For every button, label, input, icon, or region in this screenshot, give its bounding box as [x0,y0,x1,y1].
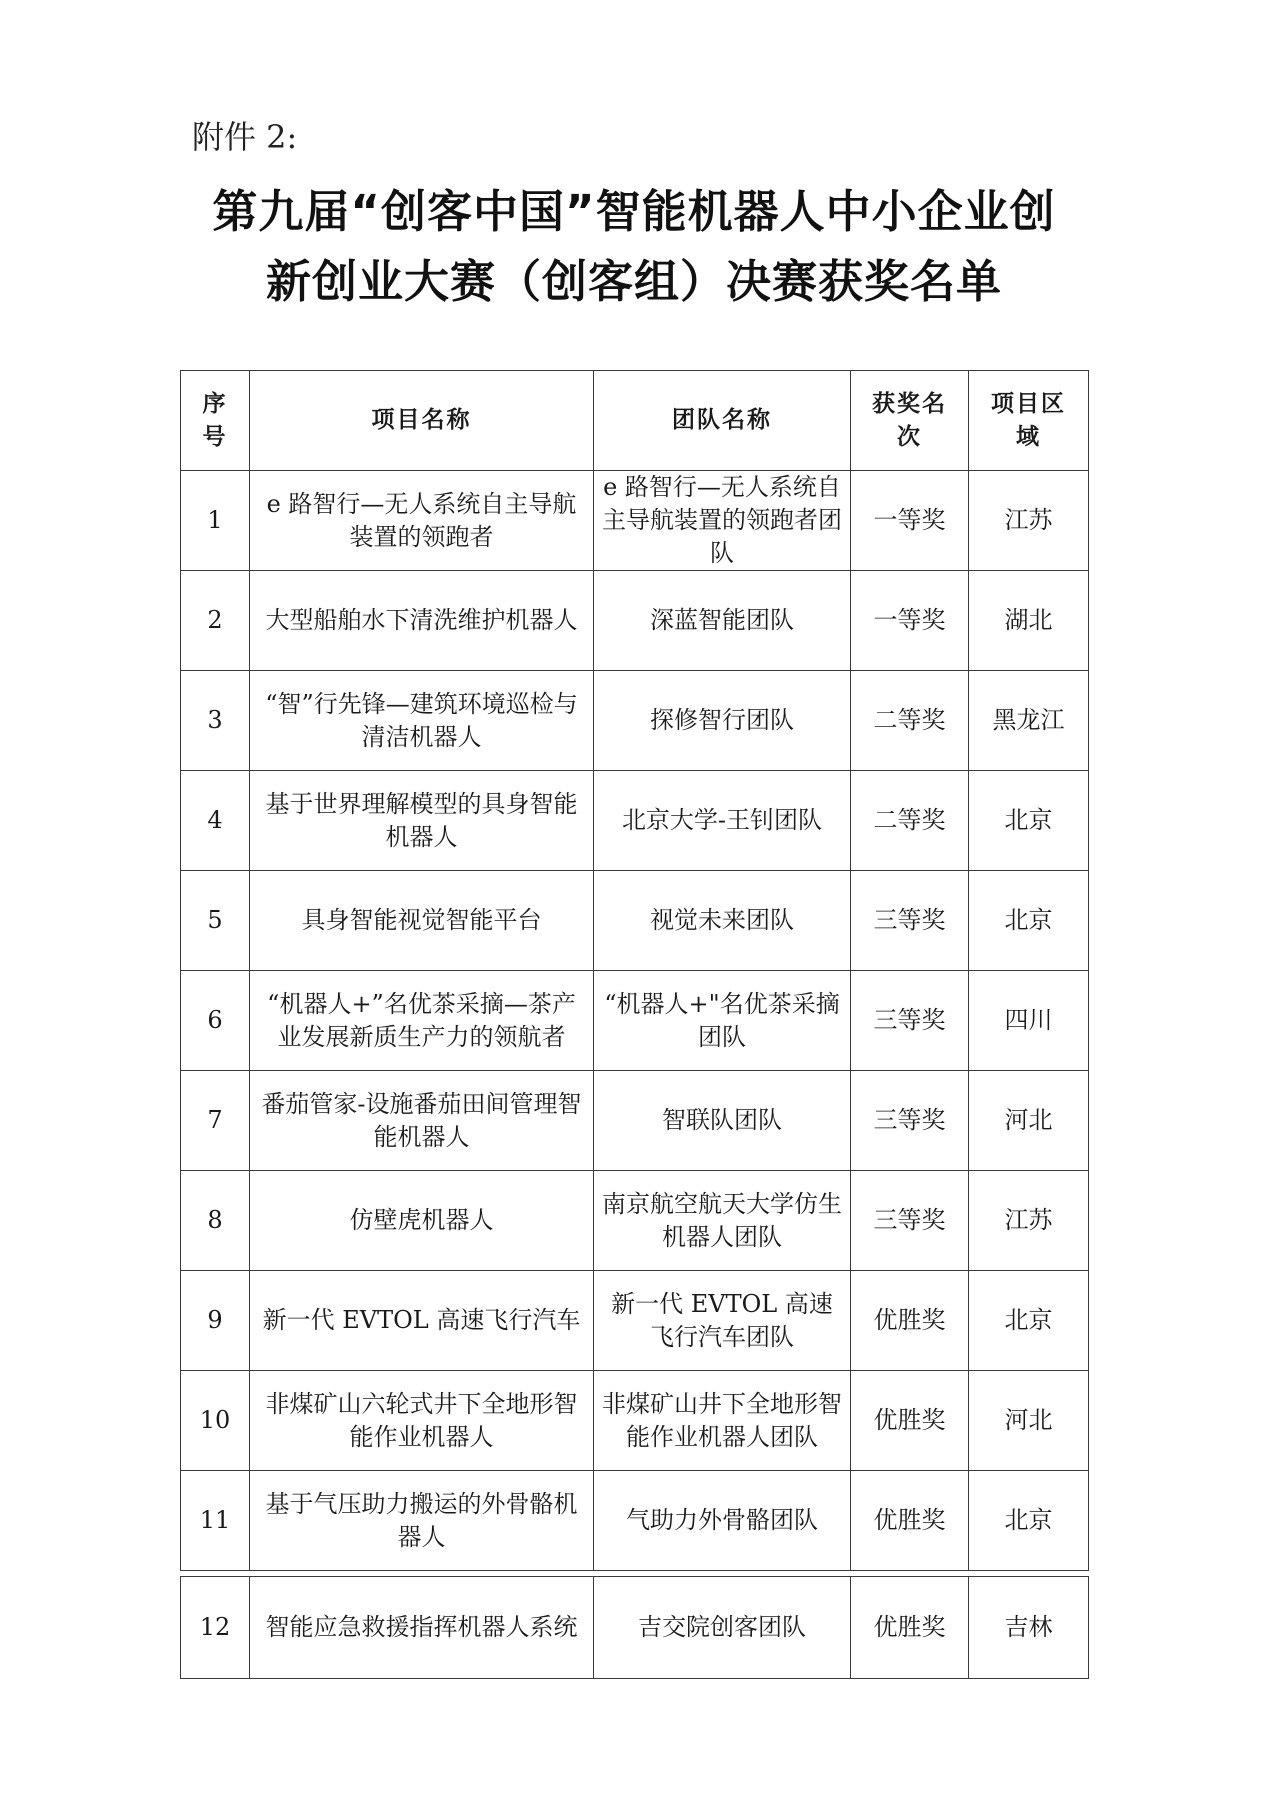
cell-project: “智”行先锋—建筑环境巡检与清洁机器人 [250,671,594,771]
attachment-label: 附件 2: [192,118,298,156]
cell-project: 大型船舶水下清洗维护机器人 [250,571,594,671]
cell-project: 基于世界理解模型的具身智能机器人 [250,771,594,871]
cell-award: 一等奖 [851,571,969,671]
cell-award: 二等奖 [851,671,969,771]
cell-no: 3 [181,671,250,771]
table-row [181,1471,1089,1571]
cell-region: 黑龙江 [969,671,1089,771]
cell-team: 北京大学-王钊团队 [594,771,851,871]
cell-region: 北京 [969,871,1089,971]
cell-award: 三等奖 [851,1171,969,1271]
table-row [181,1271,1089,1371]
cell-project: e 路智行—无人系统自主导航装置的领跑者 [250,471,594,571]
table-row [181,471,1089,571]
table-body [181,471,1089,1679]
cell-team: 智联队团队 [594,1071,851,1171]
cell-no: 7 [181,1071,250,1171]
cell-no: 11 [181,1471,250,1571]
document-title-line-2: 新创业大赛（创客组）决赛获奖名单 [265,255,1002,308]
cell-team: 深蓝智能团队 [594,571,851,671]
cell-project: 非煤矿山六轮式井下全地形智能作业机器人 [250,1371,594,1471]
cell-award: 二等奖 [851,771,969,871]
cell-region: 河北 [969,1371,1089,1471]
cell-team: 吉交院创客团队 [594,1577,851,1679]
cell-region: 江苏 [969,1171,1089,1271]
table-row [181,971,1089,1071]
cell-no: 10 [181,1371,250,1471]
cell-no: 5 [181,871,250,971]
cell-no: 4 [181,771,250,871]
cell-region: 北京 [969,1471,1089,1571]
cell-project: 仿壁虎机器人 [250,1171,594,1271]
header-project: 项目名称 [250,371,594,471]
cell-no: 12 [181,1577,250,1679]
cell-award: 优胜奖 [851,1271,969,1371]
awards-table [180,370,1089,1679]
cell-project: 具身智能视觉智能平台 [250,871,594,971]
table-row [181,771,1089,871]
cell-award: 优胜奖 [851,1371,969,1471]
cell-award: 一等奖 [851,471,969,571]
cell-project: 番茄管家-设施番茄田间管理智能机器人 [250,1071,594,1171]
cell-team: 视觉未来团队 [594,871,851,971]
cell-team: e 路智行—无人系统自主导航装置的领跑者团队 [594,471,851,571]
cell-region: 河北 [969,1071,1089,1171]
cell-team: 新一代 EVTOL 高速飞行汽车团队 [594,1271,851,1371]
cell-region: 湖北 [969,571,1089,671]
cell-no: 9 [181,1271,250,1371]
cell-region: 江苏 [969,471,1089,571]
cell-award: 三等奖 [851,1071,969,1171]
table-header-row [181,371,1089,471]
cell-award: 三等奖 [851,871,969,971]
cell-project: “机器人+”名优茶采摘—茶产业发展新质生产力的领航者 [250,971,594,1071]
table-row [181,571,1089,671]
cell-no: 1 [181,471,250,571]
cell-award: 优胜奖 [851,1471,969,1571]
cell-no: 6 [181,971,250,1071]
cell-team: 探修智行团队 [594,671,851,771]
cell-team: “机器人+"名优茶采摘团队 [594,971,851,1071]
table-row [181,1371,1089,1471]
header-no: 序号 [181,371,250,471]
cell-region: 吉林 [969,1577,1089,1679]
table-row [181,1171,1089,1271]
document-title-line-1: 第九届“创客中国”智能机器人中小企业创 [212,185,1056,238]
cell-project: 智能应急救援指挥机器人系统 [250,1577,594,1679]
table-row [181,1577,1089,1679]
cell-project: 基于气压助力搬运的外骨骼机器人 [250,1471,594,1571]
cell-award: 优胜奖 [851,1577,969,1679]
table-row [181,1071,1089,1171]
cell-no: 8 [181,1171,250,1271]
header-region: 项目区域 [969,371,1089,471]
cell-region: 四川 [969,971,1089,1071]
table-row [181,871,1089,971]
cell-no: 2 [181,571,250,671]
cell-award: 三等奖 [851,971,969,1071]
header-team: 团队名称 [594,371,851,471]
cell-team: 气助力外骨骼团队 [594,1471,851,1571]
cell-region: 北京 [969,1271,1089,1371]
cell-team: 非煤矿山井下全地形智能作业机器人团队 [594,1371,851,1471]
cell-team: 南京航空航天大学仿生机器人团队 [594,1171,851,1271]
cell-project: 新一代 EVTOL 高速飞行汽车 [250,1271,594,1371]
table-row [181,671,1089,771]
header-award: 获奖名次 [851,371,969,471]
cell-region: 北京 [969,771,1089,871]
